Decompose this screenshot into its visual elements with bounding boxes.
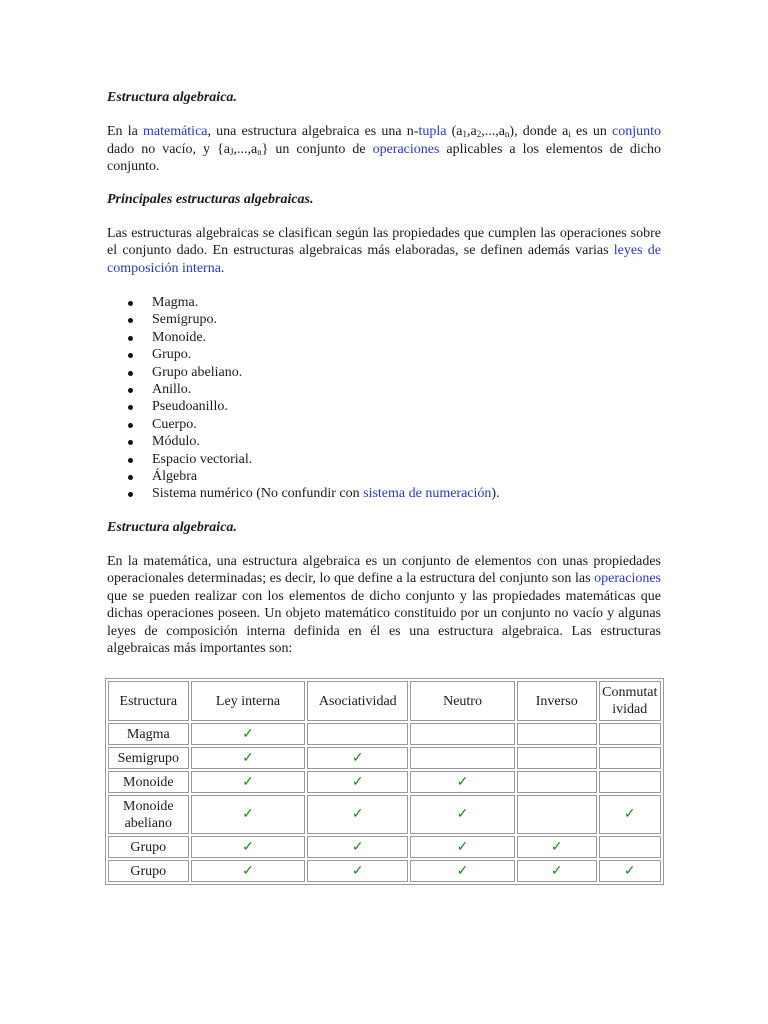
header-ley-interna: Ley interna	[191, 681, 306, 721]
check-cell	[307, 723, 408, 745]
header-conmutatividad: Conmutat ividad	[599, 681, 662, 721]
check-cell: ✓	[307, 747, 408, 769]
list-item: Grupo.	[152, 346, 661, 363]
paragraph-estructura: En la matemática, una estructura algebraica es un conjunto de elementos con unas propiedades operacionales determinadas; es decir, lo que define a la estructura del conjunto son las operaciones que se pueden realizar con los elementos de dicho conjunto y las propiedades matemáticas que dichas operaciones poseen. Un objeto matemático constituido por un conjunto no vacío y algunas leyes de composición interna definida en él es una estructura algebraica. Las estructuras algebraicas más importantes son:	[107, 553, 661, 657]
check-cell: ✓	[191, 836, 306, 858]
list-item: Semigrupo.	[152, 311, 661, 328]
row-name: Magma	[108, 723, 189, 745]
row-name: Grupo	[108, 836, 189, 858]
check-cell	[517, 795, 597, 834]
list-item: Monoide.	[152, 329, 661, 346]
list-item: Grupo abeliano.	[152, 364, 661, 381]
row-name: Semigrupo	[108, 747, 189, 769]
structures-list	[107, 294, 661, 503]
structures-table	[105, 678, 664, 885]
check-cell: ✓	[191, 747, 306, 769]
check-cell	[517, 723, 597, 745]
check-cell: ✓	[191, 795, 306, 834]
check-cell: ✓	[599, 860, 662, 882]
header-estructura: Estructura	[108, 681, 189, 721]
list-item: Anillo.	[152, 381, 661, 398]
table-row	[108, 795, 661, 834]
check-cell: ✓	[191, 771, 306, 793]
section-title-estructura: Estructura algebraica.	[107, 90, 237, 105]
list-item: Magma.	[152, 294, 661, 311]
table-row	[108, 723, 661, 745]
header-asociatividad: Asociatividad	[307, 681, 408, 721]
row-name: Monoide	[108, 771, 189, 793]
link-operaciones[interactable]: operaciones	[372, 141, 440, 157]
link-operaciones-2[interactable]: operaciones	[594, 571, 661, 587]
check-cell	[599, 723, 662, 745]
link-sistema-numeracion[interactable]: sistema de numeración	[363, 486, 492, 502]
header-inverso: Inverso	[517, 681, 597, 721]
row-name: Grupo	[108, 860, 189, 882]
section-title-estructura-2: Estructura algebraica.	[107, 519, 237, 535]
document-content	[107, 88, 661, 658]
list-item: Sistema numérico (No confundir con sistema de numeración).	[152, 485, 661, 502]
check-cell: ✓	[517, 836, 597, 858]
table-row	[108, 771, 661, 793]
check-cell	[599, 747, 662, 769]
table-row	[108, 860, 661, 882]
check-cell: ✓	[307, 860, 408, 882]
check-cell: ✓	[410, 795, 515, 834]
check-cell: ✓	[191, 723, 306, 745]
list-item: Pseudoanillo.	[152, 398, 661, 415]
check-cell: ✓	[307, 771, 408, 793]
check-cell: ✓	[307, 795, 408, 834]
table-header-row	[108, 681, 661, 721]
header-neutro: Neutro	[410, 681, 515, 721]
paragraph-definition: En la matemática, una estructura algebraica es una n-tupla $(a_1,a_2,...,a_n)$, donde $a_i$ es un conjunto dado no vacío, y $\{a_J,...,a_n\}$ un conjunto de operaciones aplicables a los elementos de dicho conjunto.	[107, 124, 662, 174]
link-matematica[interactable]: matemática	[142, 124, 208, 139]
check-cell	[410, 747, 515, 769]
row-name: Monoide abeliano	[108, 795, 189, 834]
check-cell: ✓	[599, 795, 662, 834]
check-cell	[517, 771, 597, 793]
section-title-principales: Principales estructuras algebraicas.	[107, 191, 314, 207]
check-cell	[599, 771, 662, 793]
link-conjunto[interactable]: conjunto	[612, 124, 662, 139]
check-cell: ✓	[410, 860, 515, 882]
link-tupla[interactable]: tupla	[418, 124, 447, 139]
link-leyes-composicion[interactable]: leyes de composición interna	[107, 243, 661, 276]
list-item: Módulo.	[152, 433, 661, 450]
paragraph-clasificacion: Las estructuras algebraicas se clasifican según las propiedades que cumplen las operaciones sobre el conjunto dado. En estructuras algebraicas más elaboradas, se definen además varias leyes de composición interna.	[107, 225, 661, 276]
check-cell	[410, 723, 515, 745]
list-item: Álgebra	[152, 468, 661, 485]
table-row	[108, 747, 661, 769]
list-item: Espacio vectorial.	[152, 451, 661, 468]
check-cell: ✓	[410, 836, 515, 858]
list-item: Cuerpo.	[152, 416, 661, 433]
check-cell: ✓	[517, 860, 597, 882]
check-cell: ✓	[191, 860, 306, 882]
table-row	[108, 836, 661, 858]
check-cell	[517, 747, 597, 769]
check-cell: ✓	[410, 771, 515, 793]
check-cell: ✓	[307, 836, 408, 858]
check-cell	[599, 836, 662, 858]
